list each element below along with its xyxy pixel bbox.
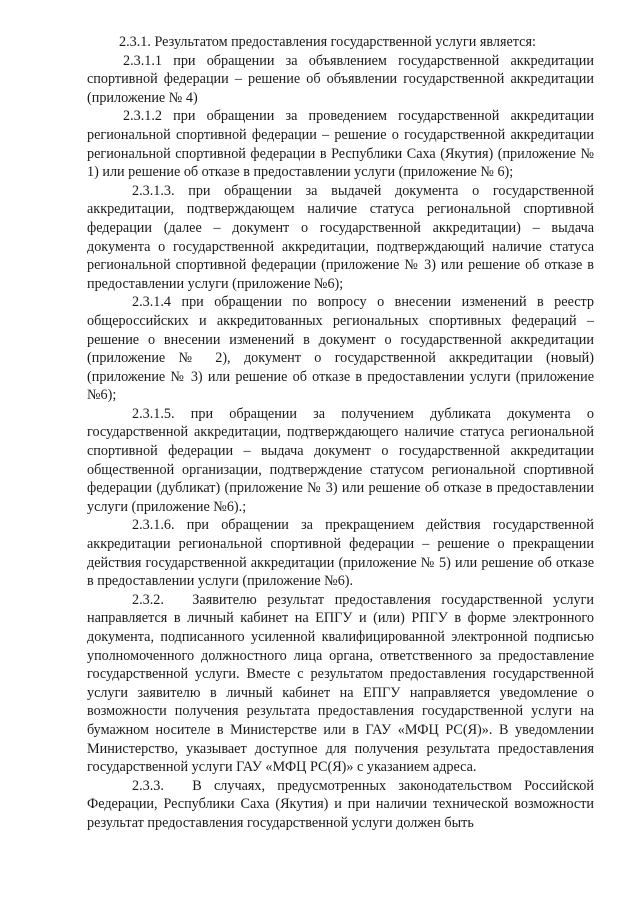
paragraph-2-3-1-3: 2.3.1.3. при обращении за выдачей документа о государственной аккредитации, подтверждающем наличие статуса региональной спортивной федерации (далее – документ о государственной аккредитации) – выдача документа о государственной аккредитации, подтверждающий наличие статуса региональной спортивной федерации (приложение № 3) или решение об отказе в предоставлении услуги (приложение №6);	[87, 182, 594, 292]
paragraph-2-3-1-6: 2.3.1.6. при обращении за прекращением действия государственной аккредитации региональной спортивной федерации – решение о прекращении действия государственной аккредитации (приложение № 5) или решение об отказе в предоставлении услуги (приложение №6).	[87, 517, 594, 590]
paragraph-2-3-1: 2.3.1. Результатом предоставления государственной услуги является:	[119, 34, 536, 50]
paragraph-2-3-1-1: 2.3.1.1 при обращении за объявлением государственной аккредитации спортивной федерации – решение об объявлении государственной аккредитации (приложение № 4)	[87, 52, 594, 106]
paragraph-2-3-1-2: 2.3.1.2 при обращении за проведением государственной аккредитации региональной спортивной федерации – решение о государственной аккредитации региональной спортивной федерации в Республики Саха (Якутия) (приложение № 1) или решение об отказе в предоставлении услуги (приложение № 6);	[87, 108, 594, 181]
paragraph-2-3-1-5: 2.3.1.5. при обращении за получением дубликата документа о государственной аккредитации, подтверждающего наличие статуса региональной спортивной федерации – выдача документ о государственной аккредитации общественной организации, подтверждение статусом региональной спортивной федерации (дубликат) (приложение № 3) или решение об отказе в предоставлении услуги (приложение №6).;	[87, 405, 594, 515]
paragraph-2-3-3: 2.3.3. В случаях, предусмотренных законодательством Российской Федерации, Республики Саха (Якутия) и при наличии технической возможности результат предоставления государственной услуги должен быть	[87, 777, 594, 831]
paragraph-2-3-2: 2.3.2. Заявителю результат предоставления государственной услуги направляется в личный кабинет на ЕПГУ и (или) РПГУ в форме электронного документа, подписанного усиленной квалифицированной электронной подписью уполномоченного должностного лица органа, ответственного за предоставление государственной услуги. Вместе с результатом предоставления государственной услуги заявителю в личный кабинет на ЕПГУ направляется уведомление о возможности получения результата предоставления государственной услуги на бумажном носителе в Министерстве или в ГАУ «МФЦ РС(Я)». В уведомлении Министерство, указывает доступное для получения результата предоставления государственной услуги ГАУ «МФЦ РС(Я)» с указанием адреса.	[87, 591, 594, 776]
paragraph-2-3-1-4: 2.3.1.4 при обращении по вопросу о внесении изменений в реестр общероссийских и аккредитованных региональных спортивных федераций – решение о внесении изменений в документ о государственной аккредитации (приложение № 2), документ о государственной аккредитации (новый) (приложение № 3) или решение об отказе в предоставлении услуги (приложение №6);	[87, 294, 594, 404]
